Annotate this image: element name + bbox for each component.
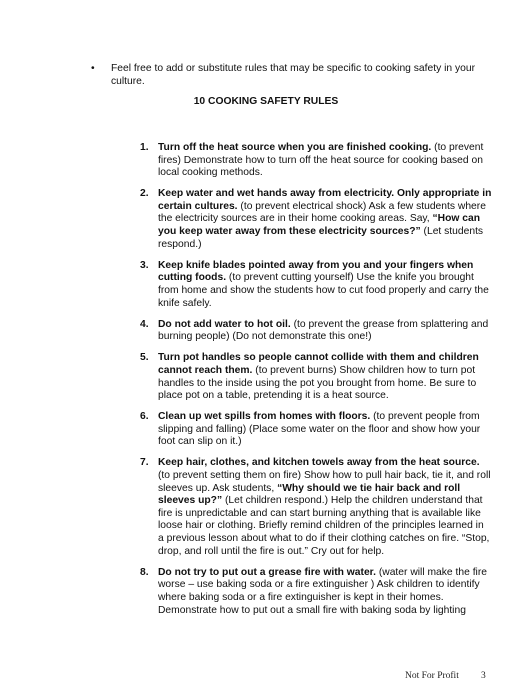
rule-text	[158, 260, 489, 309]
rule-detail-text: (to prevent fires) Demonstrate how to turn off the heat source for cooking based on local cooking methods.	[158, 142, 484, 179]
rule-heading-text: Keep knife blades pointed away from you and your fingers when cutting foods.	[158, 259, 474, 284]
rule-heading-text: Clean up wet spills from homes with floors.	[158, 411, 371, 423]
rule-number: 5.	[140, 352, 149, 364]
rule-item	[140, 142, 492, 180]
rule-number: 2.	[140, 188, 149, 200]
rule-heading-text: Keep water and wet hands away from electricity. Only appropriate in certain cultures.	[158, 188, 492, 212]
rule-heading-text: Turn off the heat source when you are finished cooking.	[158, 142, 432, 153]
rule-item	[140, 567, 492, 617]
rule-heading-text: Do not add water to hot oil.	[158, 318, 291, 330]
rule-text	[158, 411, 480, 447]
rule-number: 3.	[140, 259, 149, 271]
footer-label: Not For Profit	[405, 671, 459, 681]
rule-detail-text: (to prevent burns) Show children how to turn pot handles to the inside using the pot you brought from home. Be sure to place pot on a table, pretending it is a heat source.	[158, 364, 477, 402]
rule-item	[140, 457, 492, 558]
rule-item	[140, 188, 492, 251]
rule-text	[158, 567, 487, 616]
rule-number: 4.	[140, 318, 149, 330]
rule-number: 7.	[140, 457, 149, 469]
rule-text	[158, 457, 491, 556]
intro-note: Feel free to add or substitute rules that may be specific to cooking safety in your culture.	[111, 63, 476, 87]
rule-text	[158, 188, 491, 249]
rule-text	[158, 319, 488, 343]
rule-text	[158, 142, 483, 178]
rule-heading-text: Do not try to put out a grease fire with water.	[158, 566, 376, 578]
rule-detail-text: (to prevent setting them on fire) Show how to pull hair back, tie it, and roll sleeves up. Ask students,	[158, 470, 491, 494]
rule-number: 6.	[140, 411, 149, 423]
rule-heading-text: “Why should we tie hair back and roll sleeves up?”	[158, 482, 461, 507]
rule-heading-text: Keep hair, clothes, and kitchen towels away from the heat source.	[158, 457, 480, 469]
rule-detail-text: (to prevent cutting yourself) Use the knife you brought from home and show the students how to cut food properly and carry the knife safely.	[158, 272, 489, 309]
rule-detail-text: (Let students respond.)	[158, 226, 484, 250]
rule-heading-text: “How can you keep water away from these electricity sources?”	[158, 213, 481, 238]
rules-list	[140, 142, 492, 626]
intro-bullet-marker: •	[91, 63, 95, 74]
rule-item	[140, 319, 492, 344]
page-title: 10 COOKING SAFETY RULES	[193, 96, 339, 107]
rule-heading-text: Turn pot handles so people cannot collide with them and children cannot reach them.	[158, 352, 479, 376]
rule-item	[140, 411, 492, 449]
rule-text	[158, 352, 479, 401]
rule-detail-text: (to prevent people from slipping and falling) (Place some water on the floor and show how your foot can slip on it.)	[158, 411, 481, 448]
rule-detail-text: (to prevent electrical shock) Ask a few students where the electricity sources are in their home cooking areas. Say,	[158, 200, 486, 225]
rule-number: 8.	[140, 566, 149, 578]
rule-detail-text: (Let children respond.) Help the children understand that fire is unpredictable and can start burning anything that is available like loose hair or clothing. Briefly remind children of the principles learned in a previous lesson about what to do if their clothing catches on fire. “Stop, drop, and roll until the fire is out.” Cry out for help.	[158, 495, 490, 557]
rule-detail-text: (to prevent the grease from splattering and burning people) (Do not demonstrate this one!)	[158, 318, 489, 343]
rule-item	[140, 260, 492, 310]
page-number: 3	[481, 671, 486, 681]
rule-detail-text: (water will make the fire worse – use baking soda or a fire extinguisher ) Ask children to identify where baking soda or a fire extinguisher is kept in their homes. Demonstrate how to put out a small fire with baking soda by lighting	[158, 566, 487, 616]
rule-item	[140, 352, 492, 402]
rule-number: 1.	[140, 142, 149, 153]
